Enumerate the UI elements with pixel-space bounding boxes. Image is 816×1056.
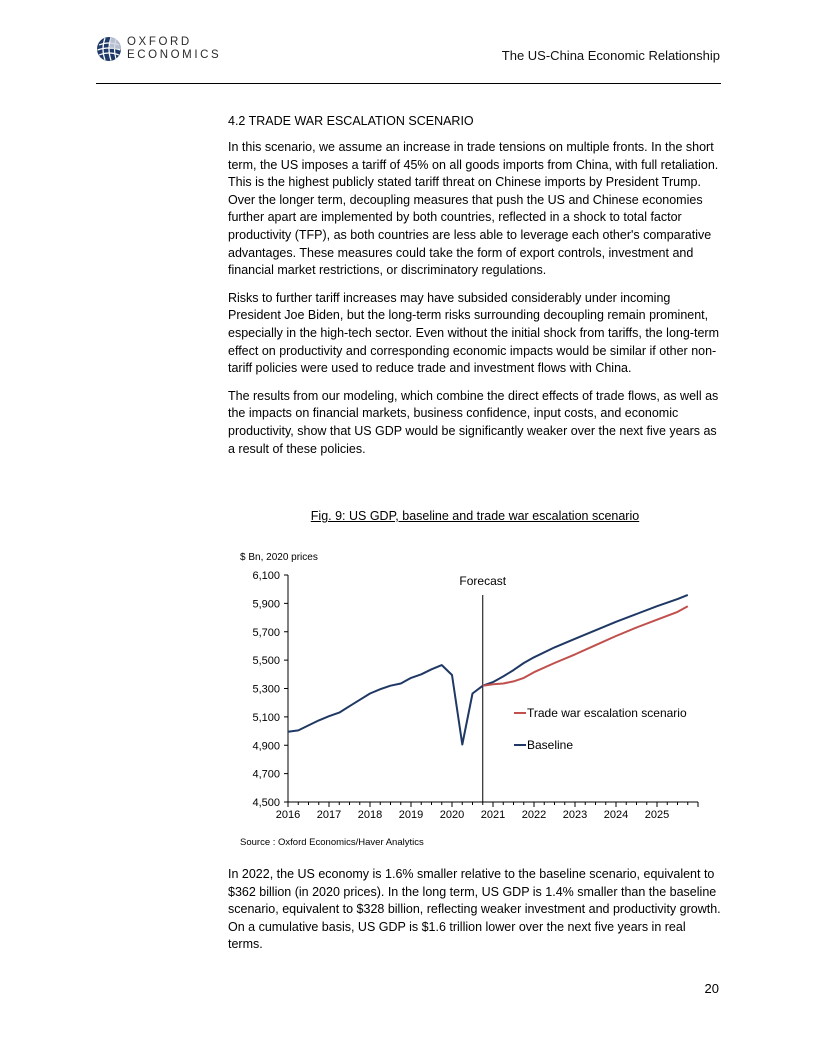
y-tick-group	[252, 570, 288, 809]
header-divider	[96, 83, 721, 84]
y-tick-label: 6,100	[252, 570, 280, 582]
x-tick-label: 2023	[562, 809, 588, 821]
oxford-economics-logo	[96, 34, 226, 66]
closing-paragraph: In 2022, the US economy is 1.6% smaller relative to the baseline scenario, equivalent to $362 billion (in 2020 prices). In the long term, US GDP is 1.4% smaller than the baseline scenario, equivalent to $328 billion, reflecting weaker investment and productivity growth. On a cumulative basis, US GDP is $1.6 trillion lower over the next five years in real terms.	[228, 867, 721, 952]
x-tick-label: 2022	[521, 809, 547, 821]
paragraph-3: The results from our modeling, which combine the direct effects of trade flows, as well as the impacts on financial markets, business confidence, input costs, and economic productivity, show that US GDP would be significantly weaker over the next five years as a result of these policies.	[228, 388, 719, 456]
chart-legend	[514, 706, 687, 752]
y-tick-label: 4,700	[252, 768, 280, 781]
x-tick-label: 2016	[275, 809, 301, 821]
figure-source: Source : Oxford Economics/Haver Analytics	[240, 837, 424, 848]
y-tick-label: 5,700	[252, 626, 280, 639]
x-tick-label: 2020	[439, 809, 465, 821]
globe-icon	[96, 36, 122, 62]
x-tick-label: 2025	[644, 809, 670, 821]
document-title: The US-China Economic Relationship	[501, 48, 720, 63]
figure-title: Fig. 9: US GDP, baseline and trade war escalation scenario	[310, 509, 640, 523]
y-tick-label: 5,900	[252, 598, 280, 611]
legend-label-trade-war-escalation-scenario: Trade war escalation scenario	[527, 706, 687, 720]
x-tick-label: 2019	[398, 809, 424, 821]
paragraph-1: In this scenario, we assume an increase in trade tensions on multiple fronts. In the short term, the US imposes a tariff of 45% on all goods imports from China, with full retaliation. This is the highest publicly stated tariff threat on Chinese imports by President Trump. Over the longer term, decoupling measures that push the US and Chinese economies further apart are implemented by both countries, reflected in a shock to total factor productivity (TFP), as both countries are less able to leverage each other's comparative advantages. These measures could take the form of export controls, investment and financial market restrictions, or discriminatory regulations.	[228, 140, 719, 278]
page-number: 20	[704, 981, 719, 996]
gdp-line-chart	[228, 545, 722, 835]
y-axis-label: $ Bn, 2020 prices	[240, 552, 318, 563]
series-line-trade-war-escalation-scenario	[483, 606, 688, 686]
y-tick-label: 4,500	[252, 797, 280, 809]
y-tick-label: 5,100	[252, 711, 280, 724]
forecast-annotation: Forecast	[459, 574, 507, 588]
x-tick-label: 2017	[316, 809, 342, 821]
logo-line-2: ECONOMICS	[127, 49, 222, 61]
section-heading: 4.2 TRADE WAR ESCALATION SCENARIO	[228, 114, 474, 128]
y-tick-label: 5,300	[252, 683, 280, 696]
paragraph-2: Risks to further tariff increases may have subsided considerably under incoming President Joe Biden, but the long-term risks surrounding decoupling remain prominent, especially in the high-tech sector. Even without the initial shock from tariffs, the long-term effect on productivity and corresponding economic impacts would be similar if other non-tariff policies were used to reduce trade and investment flows with China.	[228, 290, 719, 376]
logo-line-1: OXFORD	[127, 36, 192, 48]
x-tick-label: 2018	[357, 809, 383, 821]
series-group	[288, 595, 688, 745]
legend-label-baseline: Baseline	[527, 738, 574, 752]
y-tick-label: 5,500	[252, 655, 280, 668]
section-content	[228, 114, 722, 468]
x-tick-label: 2024	[603, 809, 629, 821]
x-tick-group	[276, 802, 698, 821]
logo-wordmark	[127, 36, 221, 62]
y-tick-label: 4,900	[252, 740, 280, 753]
x-tick-label: 2021	[480, 809, 506, 821]
series-line-baseline	[288, 595, 688, 745]
